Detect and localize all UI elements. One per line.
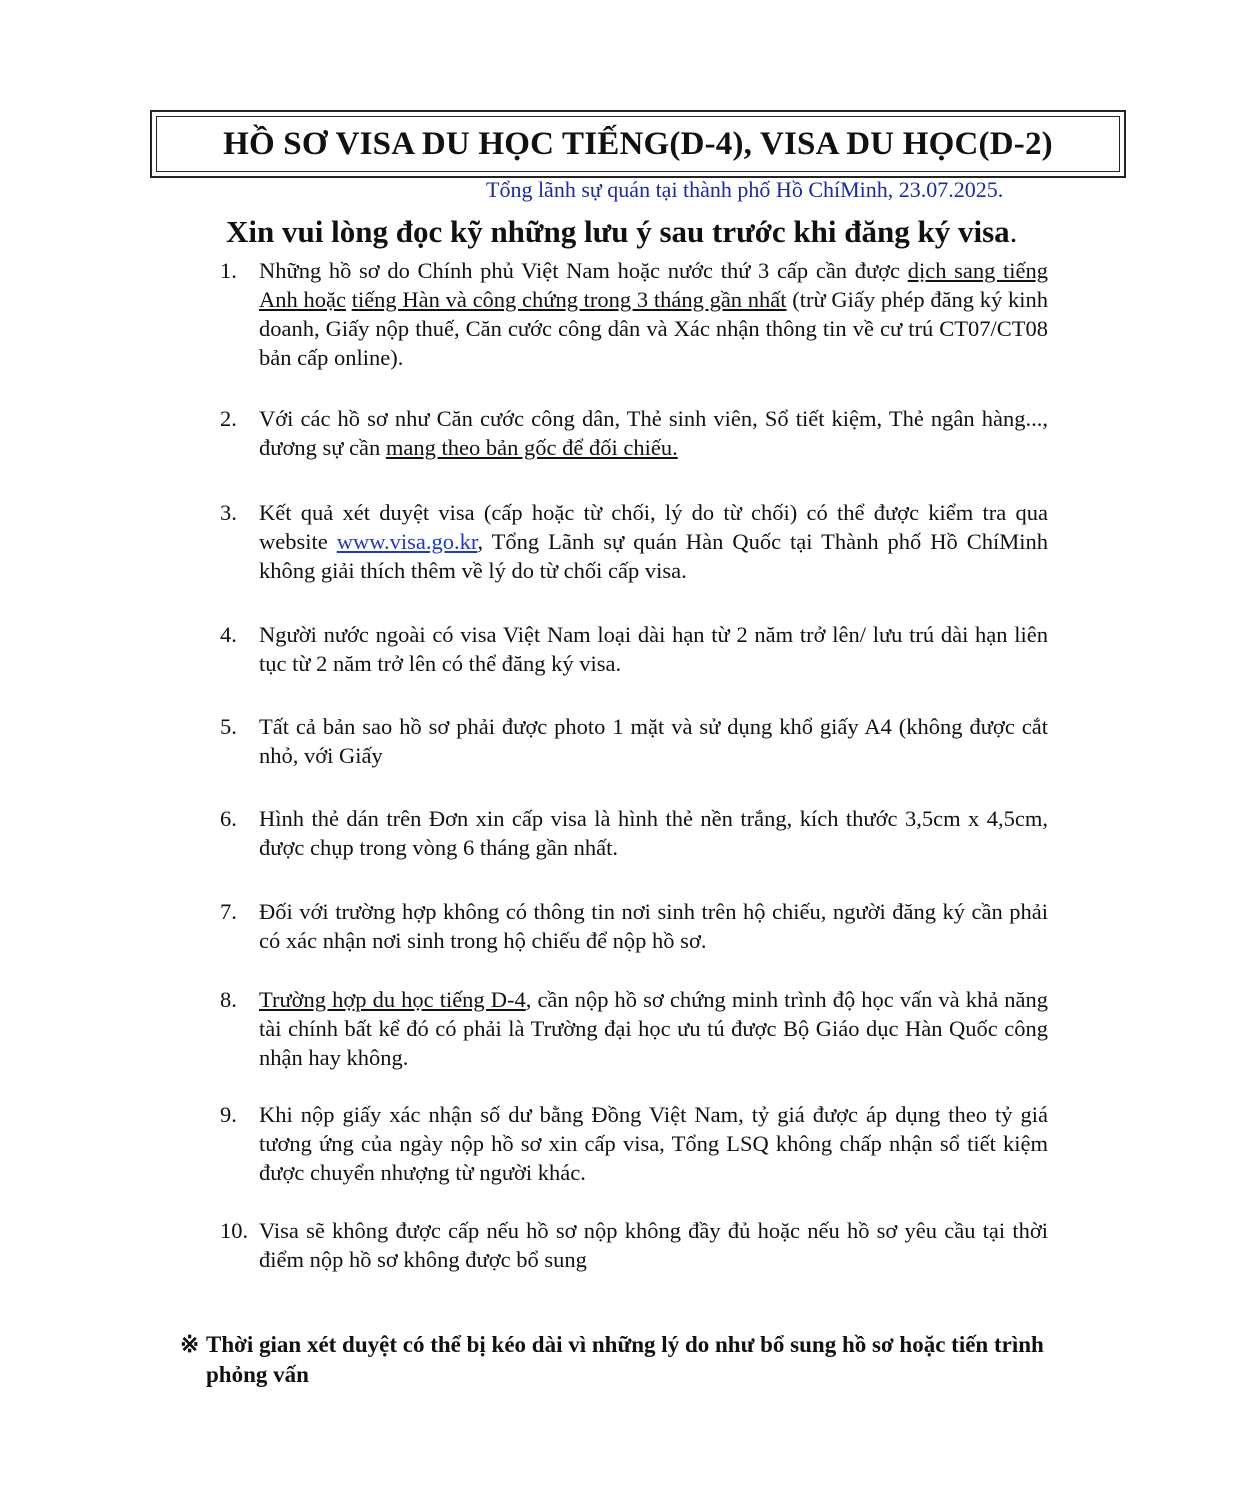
note-item-6 <box>220 804 1048 862</box>
note-text-part: (trừ Giấy phép đăng ký kinh doanh, Giấy nộp thuế, Căn cước công dân và Xác nhận thông tin về cư trú CT07/CT08 bản cấp online). <box>259 287 1049 370</box>
note-text: Tất cả bản sao hồ sơ phải được photo 1 mặt và sử dụng khổ giấy A4 (không được cắt nhỏ, với Giấy <box>259 714 1048 768</box>
note-item-9 <box>220 1100 1048 1187</box>
note-item-1 <box>220 256 1048 372</box>
note-text <box>259 404 1048 462</box>
note-number: 1. <box>220 258 237 283</box>
note-item-2 <box>220 404 1048 462</box>
note-item-4 <box>220 620 1048 678</box>
note-number: 4. <box>220 622 237 647</box>
note-item-8 <box>220 985 1048 1072</box>
note-text: Người nước ngoài có visa Việt Nam loại dài hạn từ 2 năm trở lên/ lưu trú dài hạn liên tục từ 2 năm trở lên có thể đăng ký visa. <box>259 622 1048 676</box>
review-time-note <box>180 1330 1070 1390</box>
note-text-part: Những hồ sơ do Chính phủ Việt Nam hoặc nước thứ 3 cấp cần được <box>259 258 908 283</box>
note-text <box>259 985 1048 1072</box>
reference-mark-icon: ※ <box>180 1332 200 1357</box>
note-number: 8. <box>220 987 237 1012</box>
note-item-3 <box>220 498 1048 585</box>
note-text <box>259 498 1048 585</box>
note-item-7 <box>220 897 1048 955</box>
note-number: 9. <box>220 1102 237 1127</box>
note-text: Khi nộp giấy xác nhận số dư bằng Đồng Việt Nam, tỷ giá được áp dụng theo tỷ giá tương ứng của ngày nộp hồ sơ xin cấp visa, Tổng LSQ không chấp nhận sổ tiết kiệm được chuyển nhượng từ người khác. <box>259 1102 1048 1185</box>
note-number: 7. <box>220 899 237 924</box>
note-underlined-text: tiếng Hàn và công chứng trong 3 tháng gần nhất <box>351 287 787 312</box>
note-number: 6. <box>220 806 237 831</box>
note-number: 3. <box>220 500 237 525</box>
note-number: 2. <box>220 406 237 431</box>
notice-heading-period: . <box>1009 214 1018 249</box>
note-underlined-text: mang theo bản gốc để đối chiếu. <box>385 435 678 460</box>
visa-website-link[interactable]: www.visa.go.kr <box>336 529 478 554</box>
note-text-part: Với các hồ sơ như Căn cước công dân, Thẻ sinh viên, Sổ tiết kiệm, Thẻ ngân hàng..., đương sự cần <box>259 406 1048 460</box>
note-item-5 <box>220 712 1048 770</box>
note-text: Đối với trường hợp không có thông tin nơi sinh trên hộ chiếu, người đăng ký cần phải có xác nhận nơi sinh trong hộ chiếu để nộp hồ sơ. <box>259 899 1048 953</box>
document-title: HỒ SƠ VISA DU HỌC TIẾNG(D-4), VISA DU HỌC(D-2) <box>156 116 1120 172</box>
consulate-date-line: Tổng lãnh sự quán tại thành phố Hồ ChíMinh, 23.07.2025. <box>486 177 1004 202</box>
note-text: Visa sẽ không được cấp nếu hồ sơ nộp không đầy đủ hoặc nếu hồ sơ yêu cầu tại thời điểm nộp hồ sơ không được bổ sung <box>259 1218 1048 1272</box>
title-frame <box>150 110 1126 178</box>
note-text <box>259 256 1048 372</box>
note-text: Hình thẻ dán trên Đơn xin cấp visa là hình thẻ nền trắng, kích thước 3,5cm x 4,5cm, được chụp trong vòng 6 tháng gần nhất. <box>259 806 1048 860</box>
note-underlined-text: Trường hợp du học tiếng D-4 <box>259 987 526 1012</box>
note-text-part: , Tổng Lãnh sự quán Hàn Quốc tại Thành phố Hồ ChíMinh không giải thích thêm về lý do từ chối cấp visa. <box>259 529 1048 583</box>
note-number: 5. <box>220 714 237 739</box>
review-time-text: Thời gian xét duyệt có thể bị kéo dài vì những lý do như bổ sung hồ sơ hoặc tiến trình phỏng vấn <box>206 1332 1044 1387</box>
note-number: 10. <box>220 1218 249 1243</box>
note-underlined-text: dịch sang tiếng Anh hoặc <box>259 258 1048 312</box>
note-text-part: , cần nộp hồ sơ chứng minh trình độ học vấn và khả năng tài chính bất kể đó có phải là Trường đại học ưu tú được Bộ Giáo dục Hàn Quốc công nhận hay không. <box>259 987 1048 1070</box>
note-item-10 <box>220 1216 1048 1274</box>
notice-heading <box>226 214 1017 250</box>
note-text-part: Kết quả xét duyệt visa (cấp hoặc từ chối, lý do từ chối) có thể được kiểm tra qua website <box>259 500 1048 554</box>
notice-heading-text: Xin vui lòng đọc kỹ những lưu ý sau trước khi đăng ký visa <box>226 214 1010 249</box>
